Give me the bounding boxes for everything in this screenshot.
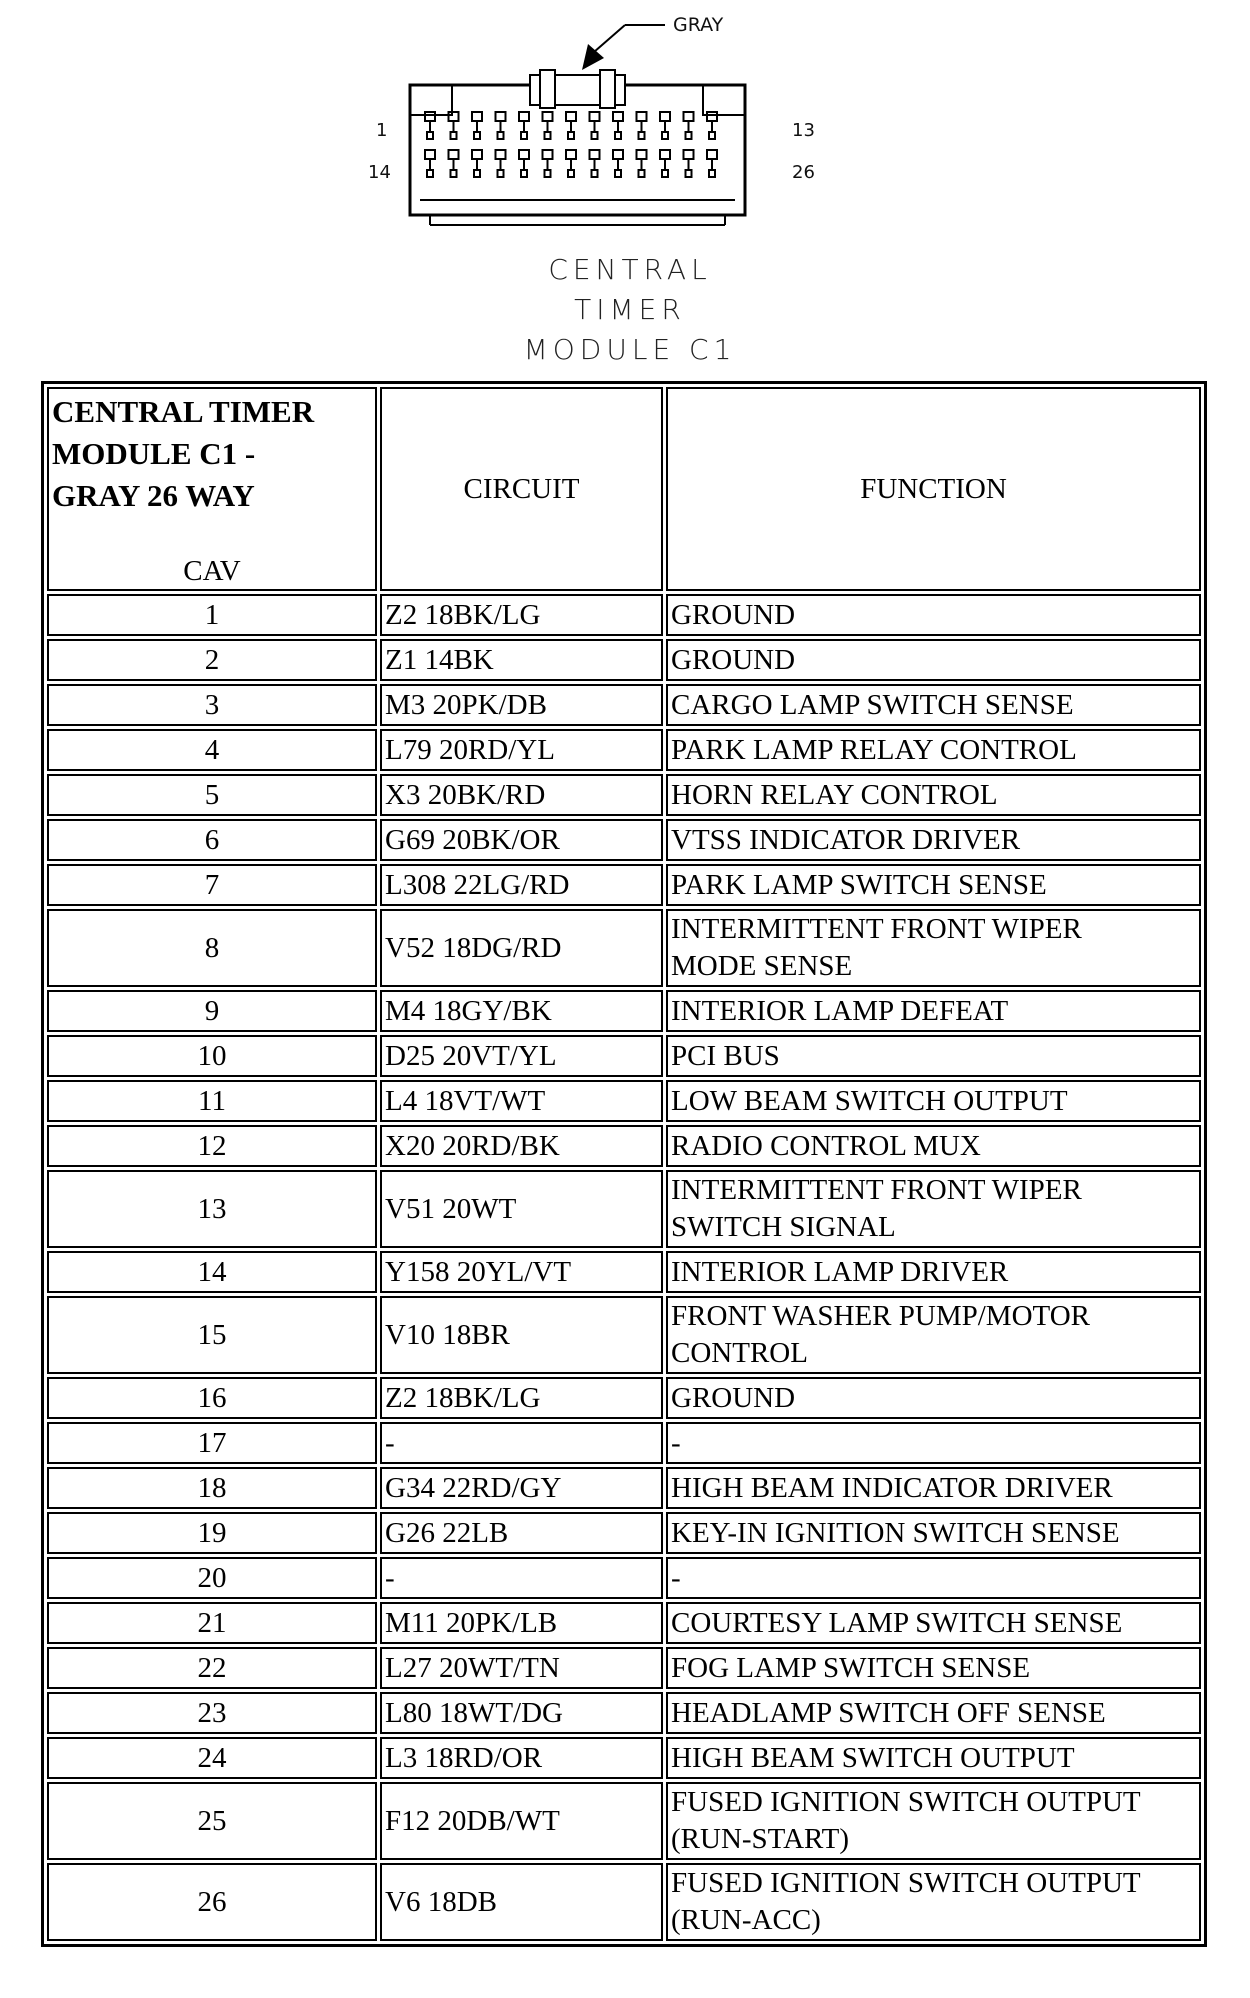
cav-cell: 8 xyxy=(47,909,377,987)
cavity-icon xyxy=(543,150,553,159)
function-line: CARGO LAMP SWITCH SENSE xyxy=(671,688,1074,721)
cav-cell: 1 xyxy=(47,594,377,636)
pin-label-bottom-right: 26 xyxy=(792,162,815,183)
arrow-icon xyxy=(582,44,604,70)
cav-cell: 23 xyxy=(47,1692,377,1734)
header-title-cell xyxy=(47,387,377,591)
table-row xyxy=(47,1737,1201,1779)
cav-cell: 19 xyxy=(47,1512,377,1554)
table-row xyxy=(47,1296,1201,1374)
table-row xyxy=(47,729,1201,771)
function-cell xyxy=(666,639,1201,681)
function-line: FOG LAMP SWITCH SENSE xyxy=(671,1651,1031,1684)
function-cell xyxy=(666,1080,1201,1122)
table-row xyxy=(47,1377,1201,1419)
table-row xyxy=(47,1647,1201,1689)
cav-cell: 18 xyxy=(47,1467,377,1509)
function-line: VTSS INDICATOR DRIVER xyxy=(671,823,1021,856)
caption-line: CENTRAL xyxy=(548,253,712,286)
function-cell xyxy=(666,1692,1201,1734)
function-cell xyxy=(666,1170,1201,1248)
table-row xyxy=(47,1035,1201,1077)
table-row xyxy=(47,1125,1201,1167)
table-row xyxy=(47,1467,1201,1509)
cav-cell: 24 xyxy=(47,1737,377,1779)
function-cell xyxy=(666,1647,1201,1689)
circuit-cell: G34 22RD/GY xyxy=(380,1467,663,1509)
function-line: FRONT WASHER PUMP/MOTOR xyxy=(671,1300,1090,1332)
cav-cell: 9 xyxy=(47,990,377,1032)
circuit-cell: G26 22LB xyxy=(380,1512,663,1554)
cav-cell: 25 xyxy=(47,1782,377,1860)
function-line: HEADLAMP SWITCH OFF SENSE xyxy=(671,1696,1106,1729)
table-row xyxy=(47,1512,1201,1554)
cavity-icon xyxy=(425,112,435,121)
cav-cell: 16 xyxy=(47,1377,377,1419)
circuit-column-header: CIRCUIT xyxy=(463,472,580,505)
cavity-icon xyxy=(496,150,506,159)
function-cell xyxy=(666,1737,1201,1779)
pin-label-bottom-left: 14 xyxy=(368,162,391,183)
cavity-icon xyxy=(566,112,576,121)
circuit-cell: L3 18RD/OR xyxy=(380,1737,663,1779)
circuit-cell: G69 20BK/OR xyxy=(380,819,663,861)
table-row xyxy=(47,990,1201,1032)
circuit-cell: L308 22LG/RD xyxy=(380,864,663,906)
diagram-caption xyxy=(490,250,770,370)
cavity-icon xyxy=(613,150,623,159)
function-cell xyxy=(666,1863,1201,1941)
cavity-icon xyxy=(543,112,553,121)
circuit-cell: M3 20PK/DB xyxy=(380,684,663,726)
cav-cell: 6 xyxy=(47,819,377,861)
pin-label-top-left: 1 xyxy=(376,120,388,141)
cavity-icon xyxy=(425,150,435,159)
function-line: FUSED IGNITION SWITCH OUTPUT xyxy=(671,1786,1141,1818)
function-line: LOW BEAM SWITCH OUTPUT xyxy=(671,1084,1068,1117)
function-cell xyxy=(666,1296,1201,1374)
cavity-icon xyxy=(472,150,482,159)
function-line: PARK LAMP SWITCH SENSE xyxy=(671,868,1047,901)
circuit-column-header-cell xyxy=(380,387,663,591)
cav-cell: 15 xyxy=(47,1296,377,1374)
table-row xyxy=(47,819,1201,861)
cavity-icon xyxy=(707,150,717,159)
cavity-icon xyxy=(660,150,670,159)
title-line: CENTRAL TIMER xyxy=(52,394,315,429)
circuit-cell: M4 18GY/BK xyxy=(380,990,663,1032)
pin-label-top-right: 13 xyxy=(792,120,815,141)
circuit-cell: Z2 18BK/LG xyxy=(380,1377,663,1419)
circuit-cell: Y158 20YL/VT xyxy=(380,1251,663,1293)
cav-cell: 2 xyxy=(47,639,377,681)
table-row xyxy=(47,1602,1201,1644)
function-cell xyxy=(666,1035,1201,1077)
function-line: HIGH BEAM SWITCH OUTPUT xyxy=(671,1741,1075,1774)
cavity-icon xyxy=(684,112,694,121)
function-line: GROUND xyxy=(671,1381,796,1414)
table-row xyxy=(47,1692,1201,1734)
function-column-header-cell xyxy=(666,387,1201,591)
table-row xyxy=(47,594,1201,636)
circuit-cell: V10 18BR xyxy=(380,1296,663,1374)
circuit-cell: Z2 18BK/LG xyxy=(380,594,663,636)
cavity-icon xyxy=(449,112,459,121)
cav-cell: 21 xyxy=(47,1602,377,1644)
circuit-cell: L80 18WT/DG xyxy=(380,1692,663,1734)
cav-cell: 26 xyxy=(47,1863,377,1941)
circuit-cell: - xyxy=(380,1422,663,1464)
cavity-icon xyxy=(519,112,529,121)
function-cell xyxy=(666,774,1201,816)
function-line: - xyxy=(671,1561,681,1594)
circuit-cell: X20 20RD/BK xyxy=(380,1125,663,1167)
cav-cell: 17 xyxy=(47,1422,377,1464)
cav-cell: 7 xyxy=(47,864,377,906)
function-line: COURTESY LAMP SWITCH SENSE xyxy=(671,1606,1123,1639)
table-row xyxy=(47,1782,1201,1860)
circuit-cell: F12 20DB/WT xyxy=(380,1782,663,1860)
cavity-icon xyxy=(472,112,482,121)
cavity-icon xyxy=(496,112,506,121)
function-line: INTERMITTENT FRONT WIPER xyxy=(671,913,1082,945)
caption-line: TIMER xyxy=(574,293,686,326)
cavity-icon xyxy=(637,150,647,159)
function-cell xyxy=(666,1512,1201,1554)
cav-cell: 11 xyxy=(47,1080,377,1122)
connector-face-drawing xyxy=(330,0,850,250)
connector-color-label: GRAY xyxy=(673,14,724,36)
title-line: MODULE C1 - xyxy=(52,436,256,471)
cav-cell: 12 xyxy=(47,1125,377,1167)
cav-column-header: CAV xyxy=(183,555,241,587)
function-line: FUSED IGNITION SWITCH OUTPUT xyxy=(671,1867,1141,1899)
cavity-icon xyxy=(590,112,600,121)
table-row xyxy=(47,1557,1201,1599)
function-line: SWITCH SIGNAL xyxy=(671,1211,896,1243)
connector-diagram xyxy=(330,0,850,375)
title-line: GRAY 26 WAY xyxy=(52,478,255,513)
cav-cell: 3 xyxy=(47,684,377,726)
table-row xyxy=(47,774,1201,816)
function-line: RADIO CONTROL MUX xyxy=(671,1129,981,1162)
circuit-cell: - xyxy=(380,1557,663,1599)
function-line: CONTROL xyxy=(671,1337,808,1369)
table-row xyxy=(47,639,1201,681)
function-line: GROUND xyxy=(671,598,796,631)
circuit-cell: M11 20PK/LB xyxy=(380,1602,663,1644)
table-row xyxy=(47,864,1201,906)
function-line: KEY-IN IGNITION SWITCH SENSE xyxy=(671,1516,1120,1549)
table-row xyxy=(47,1863,1201,1941)
function-line: HIGH BEAM INDICATOR DRIVER xyxy=(671,1471,1113,1504)
function-cell xyxy=(666,864,1201,906)
function-line: - xyxy=(671,1426,681,1459)
function-cell xyxy=(666,1782,1201,1860)
table-row xyxy=(47,1170,1201,1248)
table-title xyxy=(52,389,372,517)
cav-cell: 5 xyxy=(47,774,377,816)
caption-line: MODULE C1 xyxy=(523,333,737,366)
function-cell xyxy=(666,1602,1201,1644)
function-line: MODE SENSE xyxy=(671,950,853,982)
table-row xyxy=(47,684,1201,726)
table-row xyxy=(47,1251,1201,1293)
function-line: INTERIOR LAMP DRIVER xyxy=(671,1255,1009,1288)
circuit-cell: V52 18DG/RD xyxy=(380,909,663,987)
function-cell xyxy=(666,1557,1201,1599)
function-cell xyxy=(666,819,1201,861)
function-line: GROUND xyxy=(671,643,796,676)
function-cell xyxy=(666,1467,1201,1509)
function-cell xyxy=(666,909,1201,987)
cav-cell: 4 xyxy=(47,729,377,771)
cavity-icon xyxy=(519,150,529,159)
cav-cell: 10 xyxy=(47,1035,377,1077)
circuit-cell: V6 18DB xyxy=(380,1863,663,1941)
function-cell xyxy=(666,594,1201,636)
circuit-cell: L4 18VT/WT xyxy=(380,1080,663,1122)
function-line: INTERMITTENT FRONT WIPER xyxy=(671,1174,1082,1206)
circuit-cell: X3 20BK/RD xyxy=(380,774,663,816)
circuit-cell: Z1 14BK xyxy=(380,639,663,681)
function-cell xyxy=(666,684,1201,726)
cav-cell: 20 xyxy=(47,1557,377,1599)
function-line: PARK LAMP RELAY CONTROL xyxy=(671,733,1077,766)
function-cell xyxy=(666,1422,1201,1464)
cavity-icon xyxy=(566,150,576,159)
function-line: HORN RELAY CONTROL xyxy=(671,778,998,811)
function-line: PCI BUS xyxy=(671,1039,780,1072)
table-row xyxy=(47,1080,1201,1122)
pinout-table xyxy=(41,381,1207,1947)
cavity-icon xyxy=(660,112,670,121)
table-row xyxy=(47,909,1201,987)
function-line: (RUN-ACC) xyxy=(671,1904,821,1936)
cavity-icon xyxy=(637,112,647,121)
circuit-cell: L27 20WT/TN xyxy=(380,1647,663,1689)
function-cell xyxy=(666,729,1201,771)
function-cell xyxy=(666,990,1201,1032)
cavity-icon xyxy=(449,150,459,159)
function-column-header: FUNCTION xyxy=(860,472,1007,505)
function-cell xyxy=(666,1251,1201,1293)
cav-cell: 22 xyxy=(47,1647,377,1689)
circuit-cell: L79 20RD/YL xyxy=(380,729,663,771)
table-header-row xyxy=(47,387,1201,591)
function-cell xyxy=(666,1377,1201,1419)
table-row xyxy=(47,1422,1201,1464)
function-cell xyxy=(666,1125,1201,1167)
circuit-cell: V51 20WT xyxy=(380,1170,663,1248)
circuit-cell: D25 20VT/YL xyxy=(380,1035,663,1077)
function-line: INTERIOR LAMP DEFEAT xyxy=(671,994,1009,1027)
function-line: (RUN-START) xyxy=(671,1823,849,1855)
cavity-icon xyxy=(613,112,623,121)
cav-cell: 13 xyxy=(47,1170,377,1248)
cavity-icon xyxy=(684,150,694,159)
cavity-icon xyxy=(707,112,717,121)
cavity-icon xyxy=(590,150,600,159)
cav-cell: 14 xyxy=(47,1251,377,1293)
